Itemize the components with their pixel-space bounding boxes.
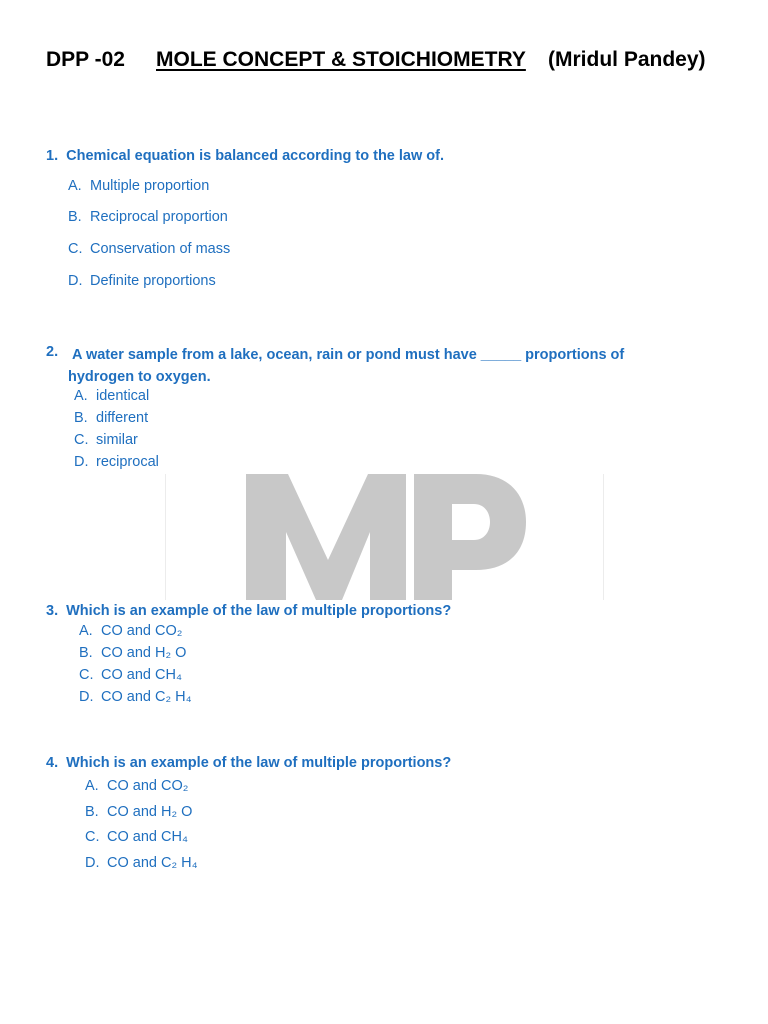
option-text: CO and CO₂ bbox=[101, 623, 183, 639]
option-text: CO and C₂ H₄ bbox=[101, 689, 192, 705]
question-text: Chemical equation is balanced according to the law of. bbox=[66, 148, 445, 164]
question-text: Which is an example of the law of multiple proportions? bbox=[66, 755, 452, 771]
mp-logo-icon bbox=[246, 474, 526, 600]
option-letter: C. bbox=[79, 667, 94, 683]
option-letter: C. bbox=[74, 432, 89, 448]
option-letter: A. bbox=[79, 623, 93, 639]
option-letter: D. bbox=[68, 273, 83, 289]
option-letter: A. bbox=[74, 388, 88, 404]
option-a bbox=[68, 178, 209, 194]
option-letter: B. bbox=[85, 804, 99, 820]
option-letter: B. bbox=[68, 209, 82, 225]
option-text: CO and H₂ O bbox=[101, 645, 187, 661]
option-c bbox=[85, 829, 188, 845]
question-number: 4. bbox=[46, 755, 59, 771]
option-d bbox=[74, 454, 159, 470]
option-c bbox=[79, 667, 182, 683]
option-letter: C. bbox=[68, 241, 83, 257]
author-name: (Mridul Pandey) bbox=[548, 48, 706, 71]
option-letter: D. bbox=[79, 689, 94, 705]
option-text: Conservation of mass bbox=[90, 241, 231, 257]
option-text: Definite proportions bbox=[90, 273, 216, 289]
option-b bbox=[79, 645, 186, 661]
option-a bbox=[74, 388, 149, 404]
option-letter: C. bbox=[85, 829, 100, 845]
option-letter: B. bbox=[79, 645, 93, 661]
question-text-line1: A water sample from a lake, ocean, rain or pond must have _____ proportions of bbox=[72, 347, 625, 363]
option-d bbox=[85, 855, 198, 871]
option-text: different bbox=[96, 410, 149, 426]
option-text: CO and H₂ O bbox=[107, 804, 193, 820]
question-2 bbox=[72, 344, 624, 366]
option-b bbox=[68, 209, 228, 225]
dpp-label: DPP -02 bbox=[46, 48, 125, 71]
option-letter: A. bbox=[68, 178, 82, 194]
option-text: reciprocal bbox=[96, 454, 159, 470]
option-text: similar bbox=[96, 432, 138, 448]
option-b bbox=[85, 804, 192, 820]
option-letter: A. bbox=[85, 778, 99, 794]
option-text: CO and CH₄ bbox=[101, 667, 182, 683]
option-a bbox=[85, 778, 188, 794]
question-number: 1. bbox=[46, 148, 59, 164]
option-a bbox=[79, 623, 182, 639]
option-b bbox=[74, 410, 148, 426]
question-4 bbox=[46, 752, 451, 774]
option-c bbox=[68, 241, 230, 257]
option-c bbox=[74, 432, 138, 448]
page-title: MOLE CONCEPT & STOICHIOMETRY bbox=[156, 48, 526, 71]
question-text: Which is an example of the law of multiple proportions? bbox=[66, 603, 452, 619]
option-text: Reciprocal proportion bbox=[90, 209, 228, 225]
option-text: CO and CO₂ bbox=[107, 778, 189, 794]
option-letter: B. bbox=[74, 410, 88, 426]
question-3 bbox=[46, 600, 451, 622]
question-2-cont bbox=[68, 366, 211, 388]
question-1 bbox=[46, 145, 444, 167]
question-number: 3. bbox=[46, 603, 59, 619]
option-text: Multiple proportion bbox=[90, 178, 210, 194]
question-text-line2: hydrogen to oxygen. bbox=[68, 369, 211, 385]
option-letter: D. bbox=[85, 855, 100, 871]
option-letter: D. bbox=[74, 454, 89, 470]
question-number: 2. bbox=[46, 344, 59, 360]
watermark bbox=[165, 474, 604, 600]
option-text: identical bbox=[96, 388, 150, 404]
option-text: CO and CH₄ bbox=[107, 829, 188, 845]
option-d bbox=[79, 689, 192, 705]
option-text: CO and C₂ H₄ bbox=[107, 855, 198, 871]
option-d bbox=[68, 273, 216, 289]
